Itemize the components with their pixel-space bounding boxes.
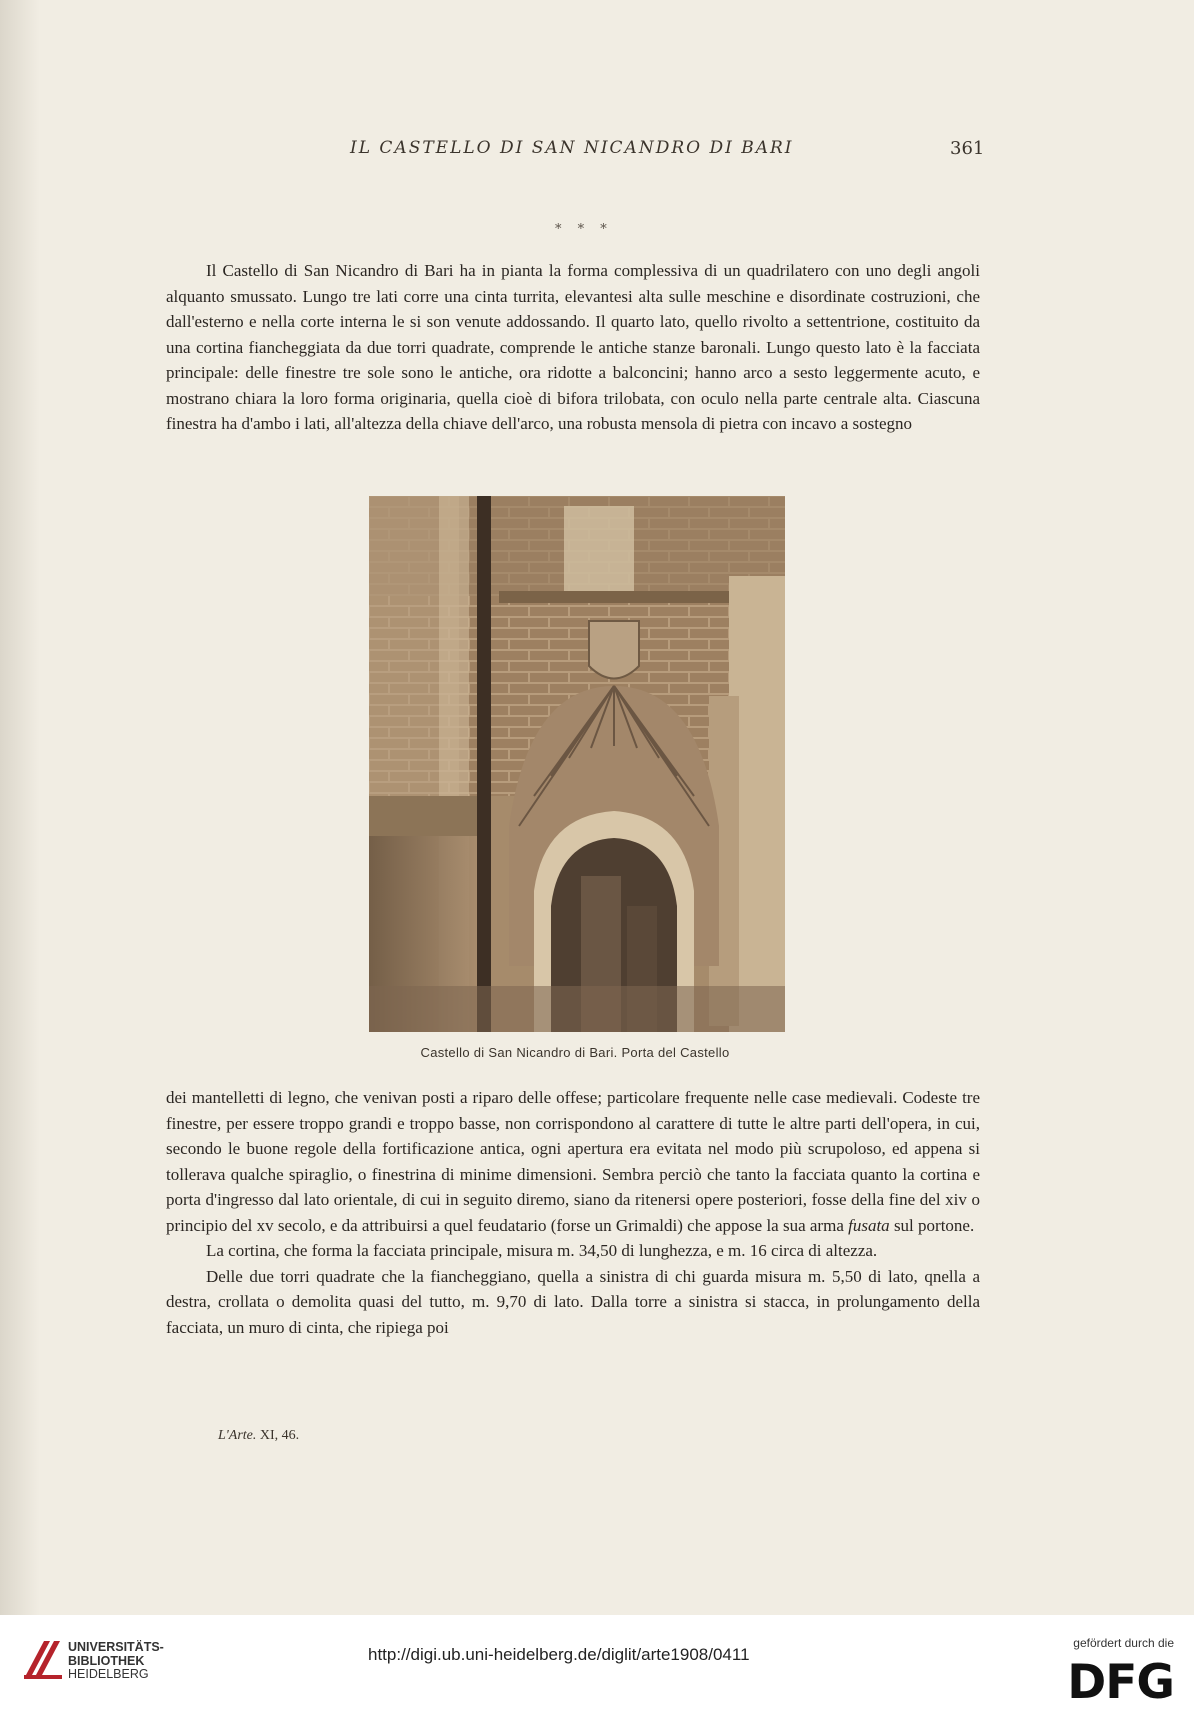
journal-volume: XI, 46. (259, 1428, 300, 1443)
journal-name: L'Arte. (218, 1428, 257, 1443)
permalink-url[interactable]: http://digi.ub.uni-heidelberg.de/diglit/arte1908/0411 (368, 1645, 750, 1664)
binding-shadow (0, 0, 40, 1615)
running-head (0, 138, 1194, 164)
figure-caption: Castello di San Nicandro di Bari. Porta del Castello (420, 1045, 730, 1060)
university-library-name (68, 1641, 164, 1682)
funder-label: gefördert durch die (1073, 1636, 1174, 1650)
library-line-2: BIBLIOTHEK (68, 1653, 145, 1668)
library-line-3: HEIDELBERG (68, 1667, 149, 1681)
journal-signature (218, 1428, 299, 1444)
castle-gate-photo (369, 496, 785, 1032)
paragraph-1: Il Castello di San Nicandro di Bari ha in pianta la forma complessiva di un quadrilatero con uno degli angoli alquanto smussato. Lungo tre lati corre una cinta turrita, elevantesi alta sulle meschine e disordinate costruzioni, che dall'esterno e nella corte interna le si son venute addossando. Il quarto lato, quello rivolto a settentrione, costituito da una cortina fiancheggiata da due torri quadrate, comprende le antiche stanze baronali. Lungo questo lato è la facciata principale: delle finestre tre sole sono le antiche, ora ridotte a balconcini; hanno arco a sesto leggermente acuto, e mostrano chiara la loro forma originaria, quella cioè di bifora trilobata, con oculo nella parte centrale alta. Ciascuna finestra ha d'ambo i lati, all'altezza della chiave dell'arco, una robusta mensola di pietra con incavo a sostegno (166, 261, 980, 433)
paragraph-top (166, 258, 980, 437)
footer-bar (0, 1615, 1194, 1723)
paragraph-2 (166, 1085, 980, 1238)
photo-illustration (369, 496, 785, 1032)
paragraph-2-end: sul portone. (889, 1215, 975, 1235)
running-title: IL CASTELLO DI SAN NICANDRO DI BARI (350, 138, 794, 158)
library-line-1: UNIVERSITÄTS- (68, 1640, 164, 1654)
italic-term: fusata (848, 1215, 890, 1235)
paragraph-3: La cortina, che forma la facciata principale, misura m. 34,50 di lunghezza, e m. 16 circa di altezza. (206, 1241, 878, 1260)
paragraph-4: Delle due torri quadrate che la fiancheggiano, quella a sinistra di chi guarda misura m. 5,50 di lato, qnella a destra, crollata o demolita quasi del tutto, m. 9,70 di lato. Dalla torre a sinistra si stacca, in prolungamento della facciata, un muro di cinta, che ripiega poi (166, 1266, 980, 1337)
paragraph-2-start: dei mantelletti di legno, che venivan posti a riparo delle offese; particolare frequente nelle case medievali. Codeste tre finestre, per essere troppo grandi e troppo basse, non corrispondono al carattere di tutte le altre parti dell'opera, in cui, secondo le buone regole della fortificazione antica, ogni apertura era evitata nel modo più scrupoloso, ed appena si tollerava qualche spiraglio, o finestrina di minime dimensioni. Sembra perciò che tanto la facciata quanto la cortina e porta d'ingresso dal lato orientale, di cui in seguito diremo, siano da ritenersi opere posteriori, fosse della fine del xiv o principio del xv secolo, e da attribuirsi a quel feudatario (forse un Grimaldi) che appose la sua arma (166, 1088, 980, 1235)
page-number: 361 (950, 138, 985, 159)
paragraph-bottom (166, 1085, 980, 1340)
section-separator: * * * (555, 222, 613, 237)
university-library-logo-icon[interactable] (22, 1637, 64, 1685)
dfg-logo[interactable]: DFG (1067, 1655, 1174, 1710)
